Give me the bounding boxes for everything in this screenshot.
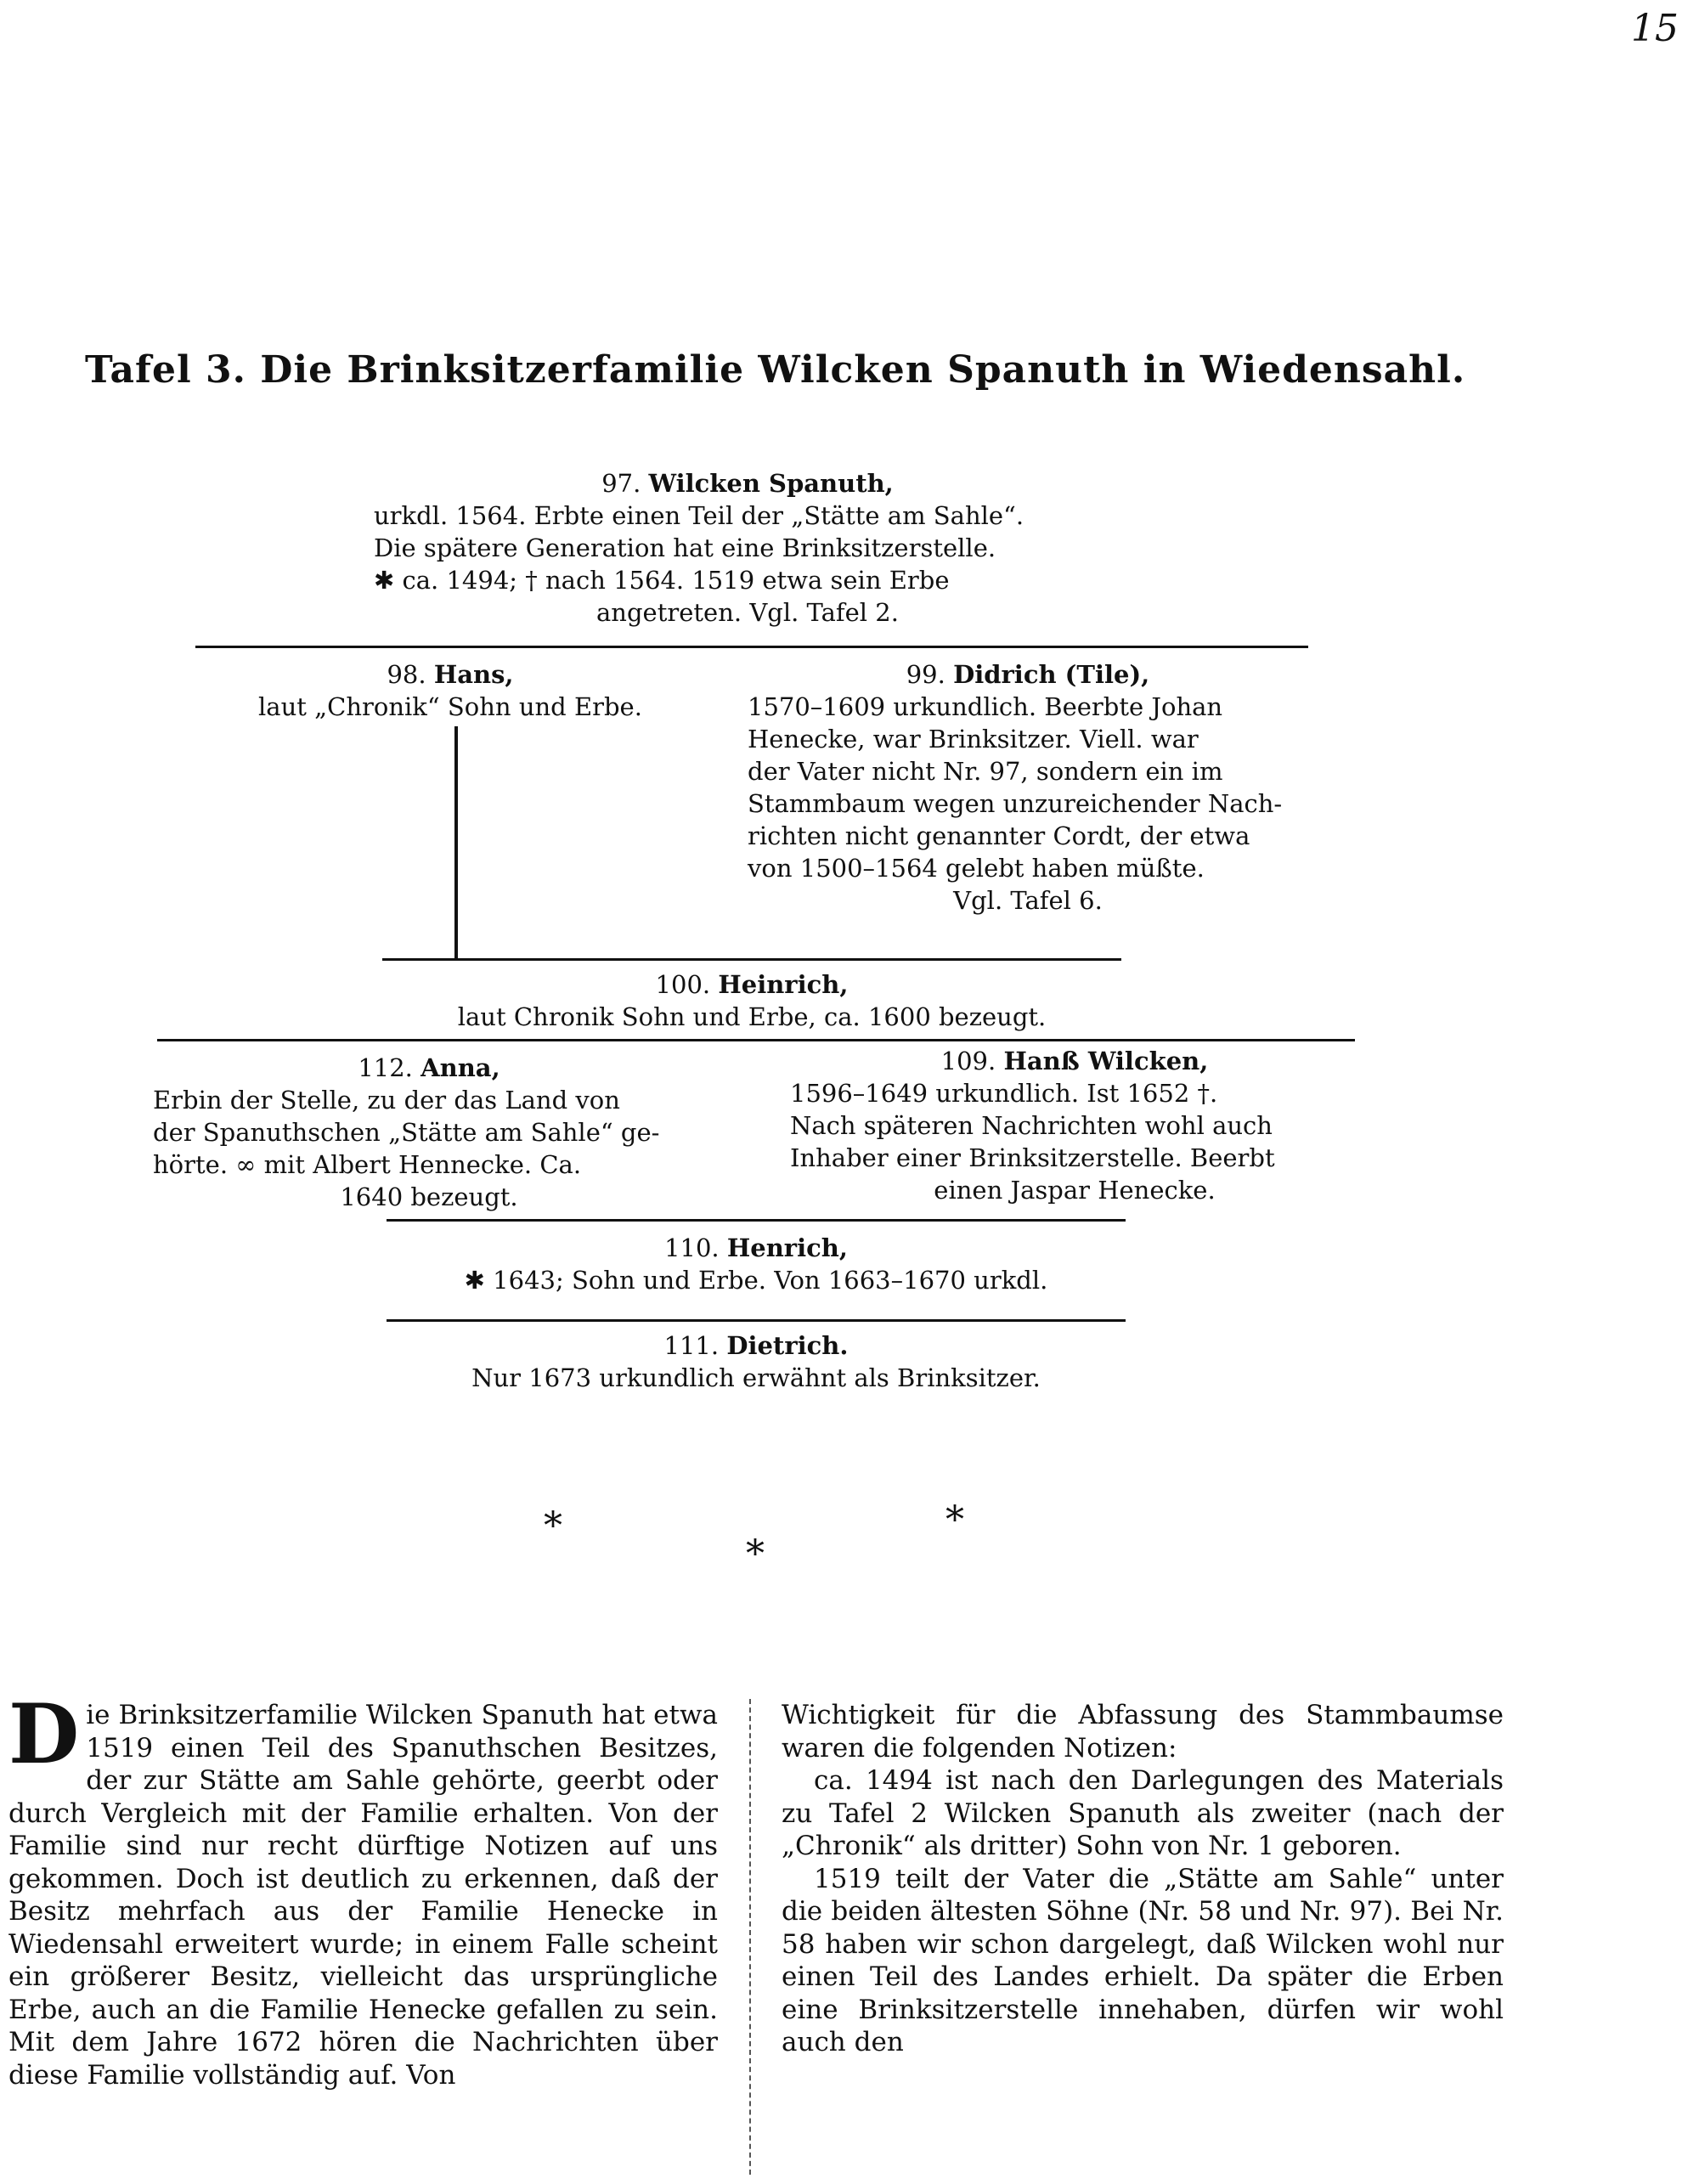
- tree-entry-110: [374, 1232, 1138, 1296]
- entry-number: 111.: [663, 1331, 720, 1360]
- asterism-star: *: [746, 1532, 765, 1576]
- asterism-star: *: [544, 1504, 562, 1548]
- body-left-column: [8, 1686, 718, 2091]
- entry-line: ✱ ca. 1494; † nach 1564. 1519 etwa sein Erbe: [374, 566, 950, 595]
- paragraph: Wichtigkeit für die Abfassung des Stammbaumse waren die folgenden Notizen:: [782, 1700, 1504, 1764]
- entry-line: Die spätere Generation hat eine Brinksitzerstelle.: [374, 533, 996, 562]
- entry-line: ✱ 1643; Sohn und Erbe. Von 1663–1670 urkdl.: [464, 1266, 1048, 1295]
- entry-name: Heinrich,: [718, 970, 849, 999]
- tree-entry-109: [790, 1045, 1359, 1206]
- entry-name: Hans,: [433, 660, 514, 689]
- entry-number: 99.: [906, 660, 945, 689]
- generation-divider: [195, 646, 1308, 648]
- entry-heading: [153, 1052, 705, 1084]
- entry-number: 112.: [358, 1053, 413, 1082]
- entry-line: laut Chronik Sohn und Erbe, ca. 1600 bezeugt.: [457, 1002, 1047, 1031]
- entry-line: Stammbaum wegen unzureichender Nach-: [748, 789, 1283, 818]
- entry-line: 1596–1649 urkundlich. Ist 1652 †.: [790, 1079, 1218, 1108]
- entry-line: urkdl. 1564. Erbte einen Teil der „Stätte am Sahle“.: [374, 501, 1024, 530]
- entry-heading: [790, 1045, 1359, 1077]
- page-number: 15: [1631, 7, 1679, 50]
- entry-line: Henecke, war Brinksitzer. Viell. war: [748, 725, 1199, 753]
- generation-divider: [382, 958, 1121, 961]
- tree-entry-99: [748, 658, 1308, 917]
- entry-line: richten nicht genannter Cordt, der etwa: [748, 821, 1250, 850]
- asterism-star: *: [945, 1498, 964, 1542]
- entry-heading: [374, 1232, 1138, 1264]
- page-title: Tafel 3. Die Brinksitzerfamilie Wilcken Spanuth in Wiedensahl.: [85, 348, 1466, 392]
- entry-heading: [382, 968, 1121, 1001]
- entry-name: Wilcken Spanuth,: [648, 469, 894, 498]
- entry-line: angetreten. Vgl. Tafel 2.: [596, 598, 899, 627]
- entry-line: der Spanuthschen „Stätte am Sahle“ ge-: [153, 1118, 660, 1147]
- drop-cap: D: [8, 1686, 80, 1782]
- tree-entry-112: [153, 1052, 705, 1213]
- entry-line: 1570–1609 urkundlich. Beerbte Johan: [748, 692, 1223, 721]
- generation-divider: [387, 1219, 1126, 1222]
- entry-line: einen Jaspar Henecke.: [934, 1176, 1216, 1205]
- entry-heading: [212, 658, 688, 691]
- entry-line: Nach späteren Nachrichten wohl auch: [790, 1111, 1273, 1140]
- entry-line: 1640 bezeugt.: [340, 1182, 518, 1211]
- entry-name: Hanß Wilcken,: [1003, 1047, 1209, 1075]
- column-divider: [749, 1699, 751, 2175]
- entry-number: 110.: [664, 1233, 720, 1262]
- entry-heading: [374, 467, 1121, 499]
- tree-entry-111: [374, 1329, 1138, 1394]
- entry-heading: [748, 658, 1308, 691]
- generation-divider: [387, 1319, 1126, 1322]
- lineage-connector: [454, 726, 458, 960]
- paragraph: 1519 teilt der Vater die „Stätte am Sahle“ unter die beiden ältesten Söhne (Nr. 58 und Nr. 97). Bei Nr. 58 haben wir schon dargelegt, daß Wilcken wohl nur einen Teil des Landes erhielt. Da später die Erben eine Brinksitzerstelle innehaben, dürfen wir wohl auch den: [782, 1863, 1504, 2057]
- entry-line: Inhaber einer Brinksitzerstelle. Beerbt: [790, 1143, 1275, 1172]
- entry-name: Didrich (Tile),: [953, 660, 1150, 689]
- tree-entry-100: [382, 968, 1121, 1033]
- entry-name: Anna,: [420, 1053, 500, 1082]
- generation-divider: [157, 1039, 1355, 1041]
- entry-name: Dietrich.: [726, 1331, 849, 1360]
- entry-name: Henrich,: [726, 1233, 848, 1262]
- entry-line: Vgl. Tafel 6.: [953, 886, 1103, 915]
- paragraph: ca. 1494 ist nach den Darlegungen des Materials zu Tafel 2 Wilcken Spanuth als zweiter (nach der „Chronik“ als dritter) Sohn von Nr. 1 geboren.: [782, 1765, 1504, 1861]
- entry-heading: [374, 1329, 1138, 1362]
- tree-entry-98: [212, 658, 688, 723]
- tree-entry-97: [374, 467, 1121, 629]
- entry-line: von 1500–1564 gelebt haben müßte.: [748, 854, 1205, 883]
- entry-line: laut „Chronik“ Sohn und Erbe.: [258, 692, 642, 721]
- entry-line: der Vater nicht Nr. 97, sondern ein im: [748, 757, 1223, 786]
- body-right-column: [782, 1699, 1504, 2059]
- entry-line: hörte. ∞ mit Albert Hennecke. Ca.: [153, 1150, 582, 1179]
- entry-number: 97.: [601, 469, 641, 498]
- entry-line: Nur 1673 urkundlich erwähnt als Brinksitzer.: [471, 1363, 1041, 1392]
- entry-number: 109.: [940, 1047, 996, 1075]
- paragraph: ie Brinksitzerfamilie Wilcken Spanuth hat etwa 1519 einen Teil des Spanuthschen Besitzes, der zur Stätte am Sahle gehörte, geerbt oder durch Vergleich mit der Familie erhalten. Von der Familie sind nur recht dürftige Notizen auf uns gekommen. Doch ist deutlich zu erkennen, daß der Besitz mehrfach aus der Familie Henecke in Wiedensahl erweitert wurde; in einem Falle scheint ein größerer Besitz, vielleicht das ursprüngliche Erbe, auch an die Familie Henecke gefallen zu sein. Mit dem Jahre 1672 hören die Nachrichten über diese Familie vollständig auf. Von: [8, 1700, 718, 2091]
- entry-line: Erbin der Stelle, zu der das Land von: [153, 1086, 620, 1115]
- entry-number: 98.: [387, 660, 426, 689]
- entry-number: 100.: [655, 970, 711, 999]
